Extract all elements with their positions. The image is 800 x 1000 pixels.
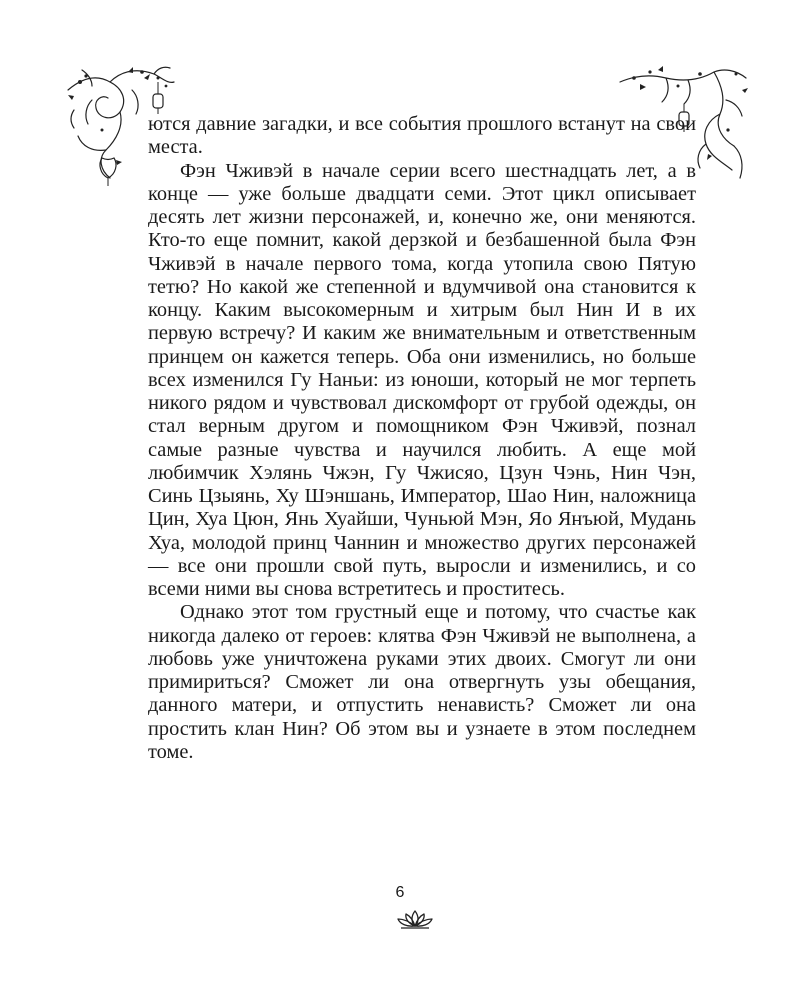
paragraph: Фэн Чживэй в начале серии всего шестнадцать лет, а в конце — уже больше двадцати семи. Этот цикл описывает десять лет жизни персонажей, и, конечно же, они меняются. Кто-то еще помнит, какой дерзкой и безбашенной была Фэн Чживэй в начале первого тома, когда утопила свою Пятую тетю? Но какой же степенной и вдумчивой она становится к концу. Каким высокомерным и хитрым был Нин И в их первую встречу? И каким же внимательным и ответственным принцем он кажется теперь. Оба они изменились, но больше всех изменился Гу Наньи: из юноши, который не мог терпеть никого рядом и чувствовал дискомфорт от грубой одежды, он стал верным другом и помощником Фэн Чживэй, познал самые разные чувства и научился любить. А еще мой любимчик Хэлянь Чжэн, Гу Чжисяо, Цзун Чэнь, Нин Чэн, Синь Цзыянь, Ху Шэншань, Император, Шао Нин, наложница Цин, Хуа Цюн, Янь Хуайши, Чуньюй Мэн, Яо Янъюй, Мудань Хуа, молодой принц Чаннин и множество других персонажей — все они прошли свой путь, выросли и изменились, и со всеми ними вы снова встретитесь и проститесь. [148,159,696,600]
lotus-bud-icon [100,158,116,186]
lotus-icon [395,908,435,930]
page-number: 6 [395,884,405,901]
paragraph: Однако этот том грустный еще и потому, что счастье как никогда далеко от героев: клятва Фэн Чживэй не выполнена, а любовь уже уничтожена руками этих двоих. Смогут ли они примириться? Сможет ли она отвергнуть узы обещания, данного матери, и отпустить ненависть? Сможет ли она простить клан Нин? Об этом вы и узнаете в этом последнем томе. [148,601,696,763]
lantern-icon [153,82,163,114]
paragraph: ются давние загадки, и все события прошлого встанут на свои места. [148,113,696,159]
body-text [148,113,696,764]
